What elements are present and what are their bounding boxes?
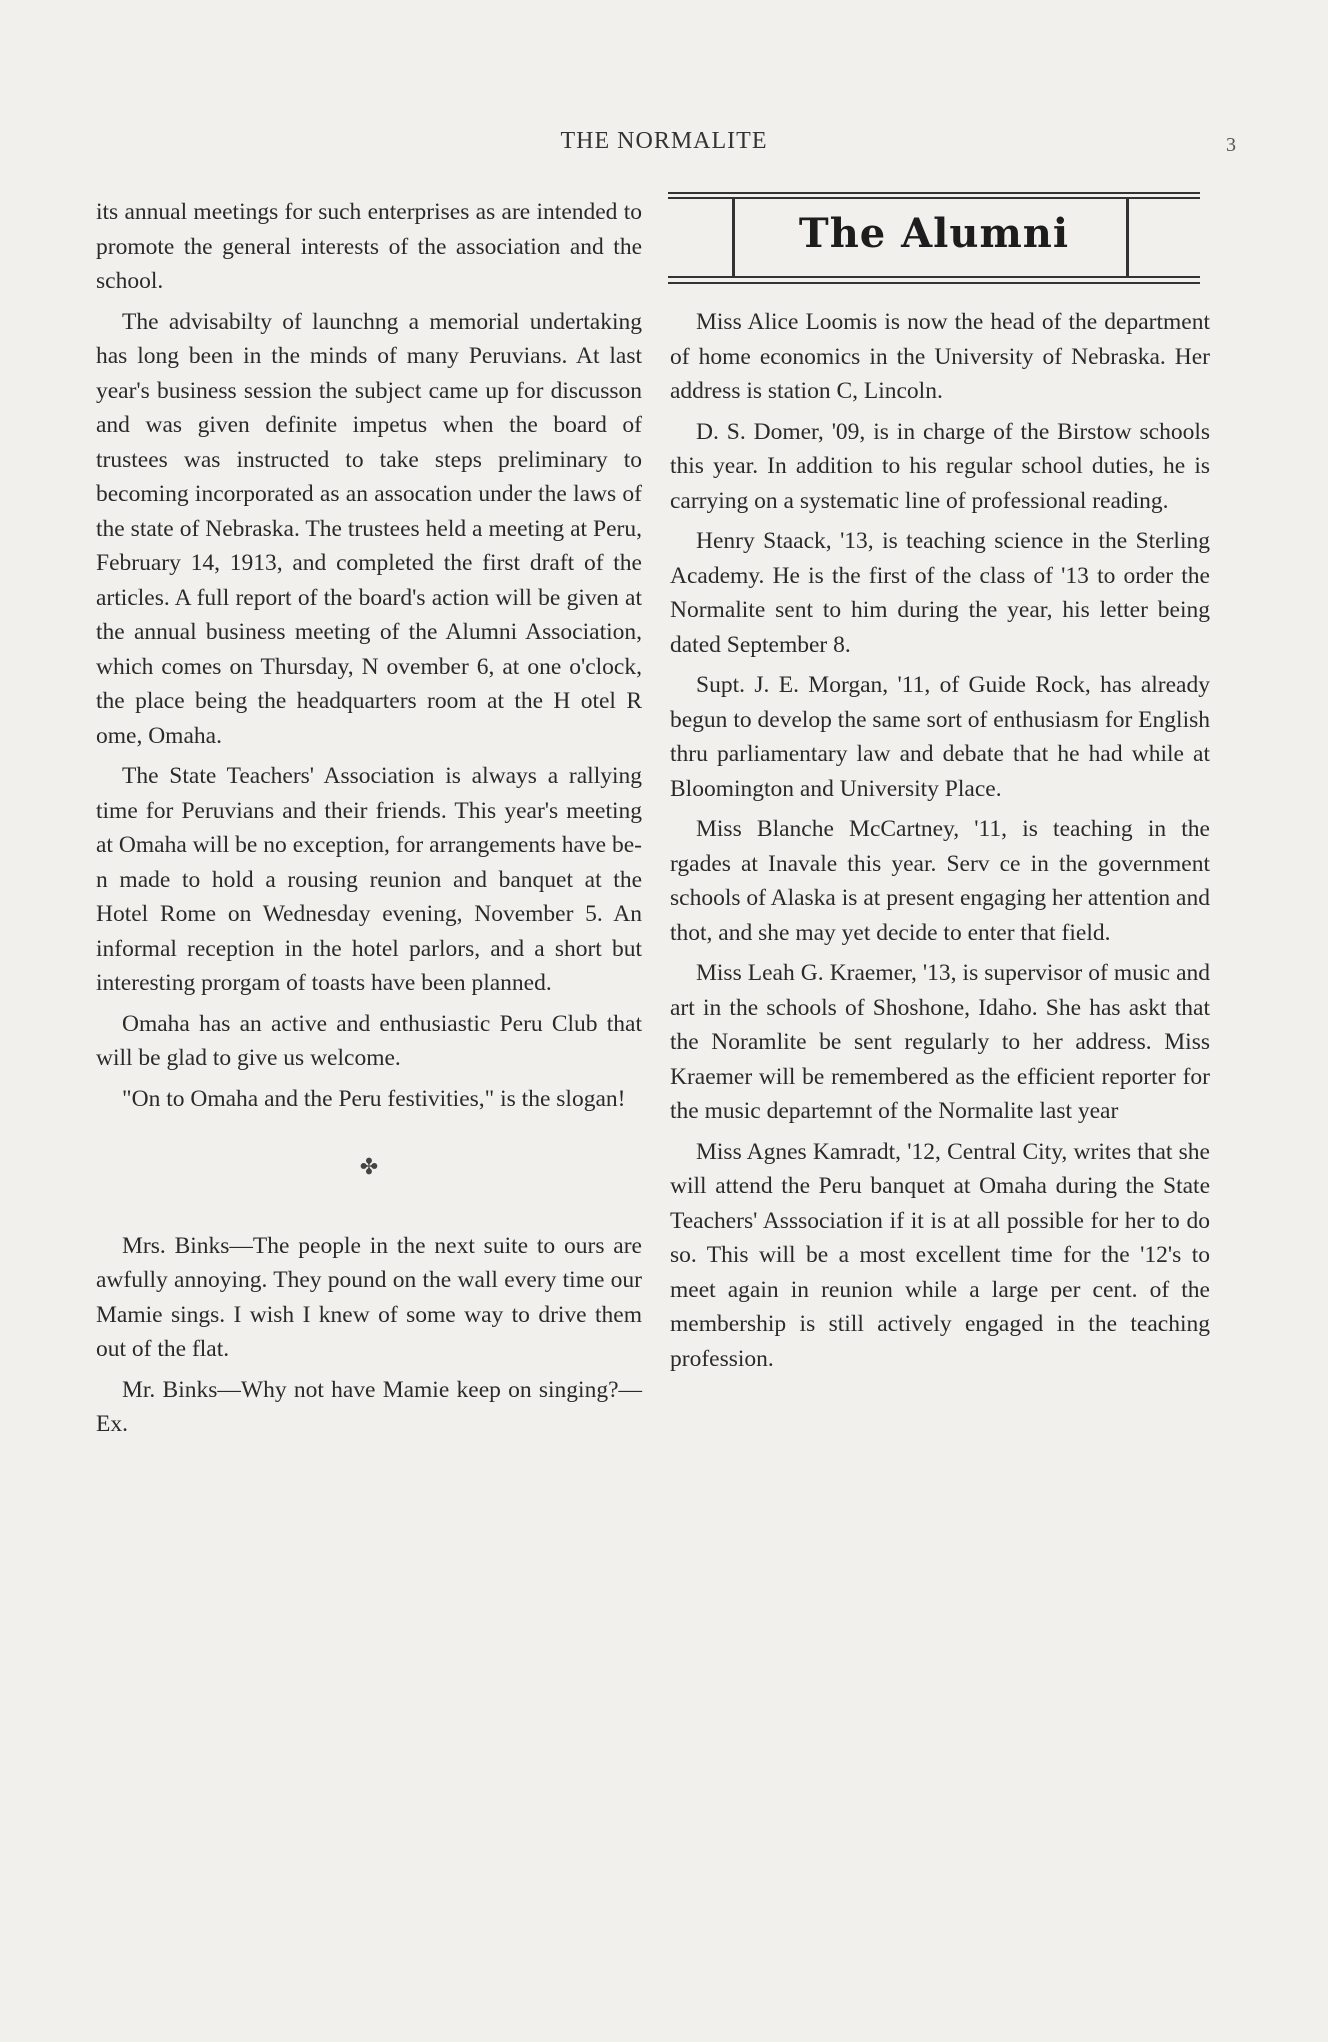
paragraph: The State Teachers' Association is always a rallying time for Peruvians and their friends. This year's meeting at Omaha will be no exception, for arrangements have be-n made to hold a rousing reunion and banquet at the Hotel Rome on Wednesday evening, November 5. An informal reception in the hotel parlors, and a short but interesting prorgam of toasts have been planned. bbox=[96, 763, 642, 996]
alumni-item: Miss Leah G. Kraemer, '13, is supervisor of music and art in the schools of Shoshone, Idaho. She has askt that the Noramlite be sent regularly to her address. Miss Kraemer will be remembered as the efficient reporter for the music departemnt of the Normalite last year bbox=[670, 960, 1210, 1124]
alumni-item: D. S. Domer, '09, is in charge of the Birstow schools this year. In addition to his regular school duties, he is carrying on a systematic line of professional reading. bbox=[670, 418, 1210, 514]
running-head: THE NORMALITE bbox=[560, 128, 768, 154]
rule bbox=[668, 197, 1200, 199]
rule bbox=[668, 282, 1200, 284]
joke-paragraph: Mr. Binks—Why not have Mamie keep on singing?—Ex. bbox=[96, 1376, 642, 1437]
alumni-heading-box bbox=[668, 192, 1200, 284]
ornament-icon: ✤ bbox=[359, 1154, 379, 1179]
paragraph: The advisabilty of launchng a memorial undertaking has long been in the minds of many Peruvians. At last year's business session the subject came up for discusson and was given definite impetus when the board of trustees was instructed to take steps preliminary to becoming incorporated as an assocation under the laws of the state of Nebraska. The trustees held a meeting at Peru, February 14, 1913, and completed the first draft of the articles. A full report of the board's action will be given at the annual business meeting of the Alumni Association, which comes on Thursday, N ovember 6, at one o'clock, the place being the headquarters room at the H otel R ome, Omaha. bbox=[96, 308, 642, 749]
left-column bbox=[96, 195, 642, 1448]
page-number: 3 bbox=[1226, 134, 1236, 156]
paragraph: "On to Omaha and the Peru festivities," is the slogan! bbox=[122, 1085, 626, 1112]
alumni-item: Miss Blanche McCartney, '11, is teaching in the rgades at Inavale this year. Serv ce in the government schools of Alaska is at present engaging her attention and thot, and she may yet decide to enter that field. bbox=[670, 816, 1210, 946]
paragraph: its annual meetings for such enterprises as are intended to promote the general interests of the association and the school. bbox=[96, 199, 642, 294]
paragraph: Omaha has an active and enthusiastic Peru Club that will be glad to give us welcome. bbox=[96, 1010, 642, 1071]
alumni-column bbox=[670, 305, 1210, 1382]
alumni-item: Miss Agnes Kamradt, '12, Central City, writes that she will attend the Peru banquet at Omaha during the State Teachers' Asssociation if it is at all possible for her to do so. This will be a most excellent time for the '12's to meet again in reunion while a large per cent. of the membership is still actively engaged in the teaching profession. bbox=[670, 1138, 1210, 1372]
alumni-item: Henry Staack, '13, is teaching science in the Sterling Academy. He is the first of the class of '13 to order the Normalite sent to him during the year, his letter being dated September 8. bbox=[670, 528, 1210, 658]
rule bbox=[668, 276, 1200, 278]
alumni-item: Miss Alice Loomis is now the head of the department of home economics in the University of Nebraska. Her address is station C, Lincoln. bbox=[670, 309, 1210, 404]
rule bbox=[668, 192, 1200, 194]
joke-paragraph: Mrs. Binks—The people in the next suite to ours are awfully annoying. They pound on the wall every time our Mamie sings. I wish I knew of some way to drive them out of the flat. bbox=[96, 1232, 642, 1362]
alumni-item: Supt. J. E. Morgan, '11, of Guide Rock, has already begun to develop the same sort of enthusiasm for English thru parliamentary law and debate that he had while at Bloomington and University Place. bbox=[670, 672, 1210, 802]
alumni-title: The Alumni bbox=[798, 210, 1070, 257]
